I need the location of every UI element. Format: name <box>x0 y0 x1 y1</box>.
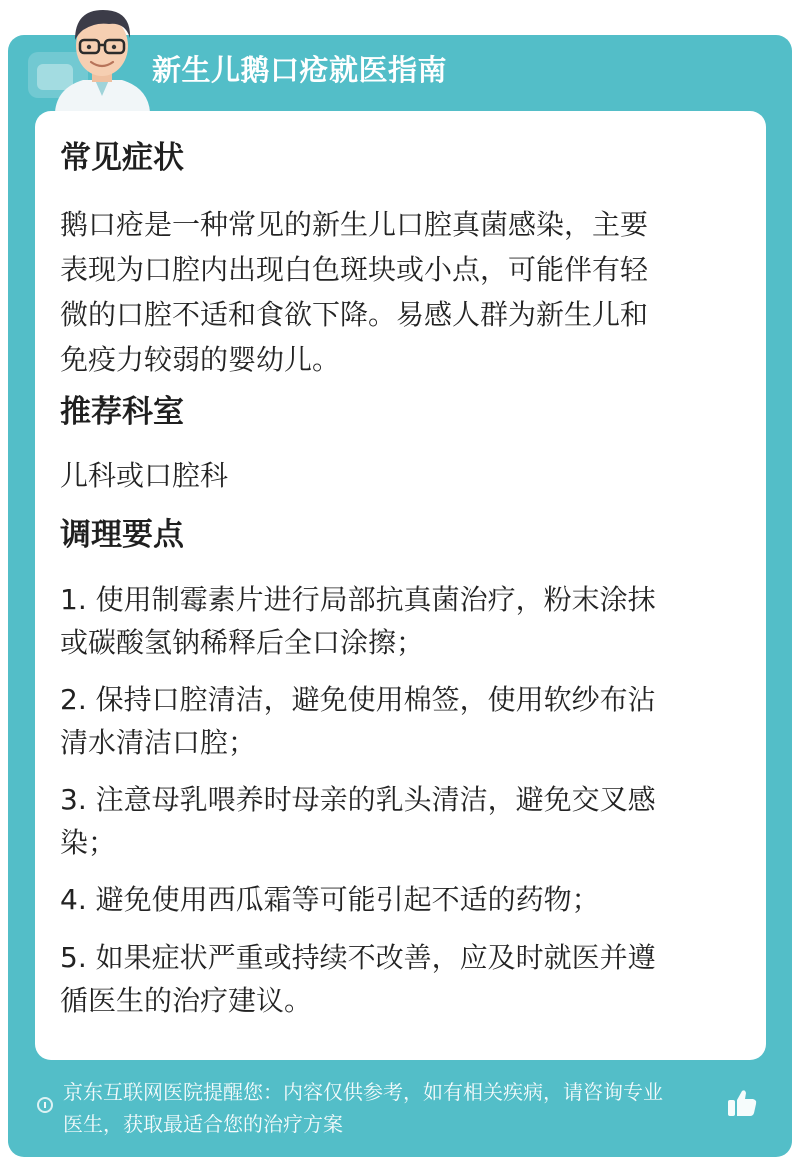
symptoms-line: 免疫力较弱的婴幼儿。 <box>60 343 341 376</box>
care-item-line: 4. 避免使用西瓜霜等可能引起不适的药物； <box>60 883 600 916</box>
symptoms-line: 表现为口腔内出现白色斑块或小点，可能伴有轻 <box>60 253 649 286</box>
department-text: 儿科或口腔科 <box>60 459 229 492</box>
care-item-line: 清水清洁口腔； <box>60 726 257 759</box>
section-heading-symptoms: 常见症状 <box>60 140 184 176</box>
care-item-line: 3. 注意母乳喂养时母亲的乳头清洁，避免交叉感 <box>60 783 656 816</box>
care-item-line: 2. 保持口腔清洁，避免使用棉签，使用软纱布沾 <box>60 683 656 716</box>
section-heading-care: 调理要点 <box>60 517 184 553</box>
page-title: 新生儿鹅口疮就医指南 <box>152 53 448 87</box>
care-item-line: 5. 如果症状严重或持续不改善，应及时就医并遵 <box>60 941 656 974</box>
disclaimer <box>63 1076 733 1140</box>
content-card <box>35 111 766 1060</box>
care-item-line: 或碳酸氢钠稀释后全口涂擦； <box>60 626 425 659</box>
care-item-line: 循医生的治疗建议。 <box>60 984 313 1017</box>
disclaimer-line: 医生，获取最适合您的治疗方案 <box>63 1112 343 1136</box>
symptoms-line: 鹅口疮是一种常见的新生儿口腔真菌感染，主要 <box>60 208 649 241</box>
info-icon <box>37 1097 53 1113</box>
doctor-avatar <box>45 0 160 112</box>
symptoms-line: 微的口腔不适和食欲下降。易感人群为新生儿和 <box>60 298 649 331</box>
care-item-line: 1. 使用制霉素片进行局部抗真菌治疗，粉末涂抹 <box>60 583 656 616</box>
care-item-line: 染； <box>60 826 117 859</box>
section-heading-department: 推荐科室 <box>60 394 184 430</box>
thumbs-up-icon[interactable] <box>724 1085 760 1121</box>
disclaimer-line: 京东互联网医院提醒您：内容仅供参考，如有相关疾病，请咨询专业 <box>63 1080 663 1104</box>
